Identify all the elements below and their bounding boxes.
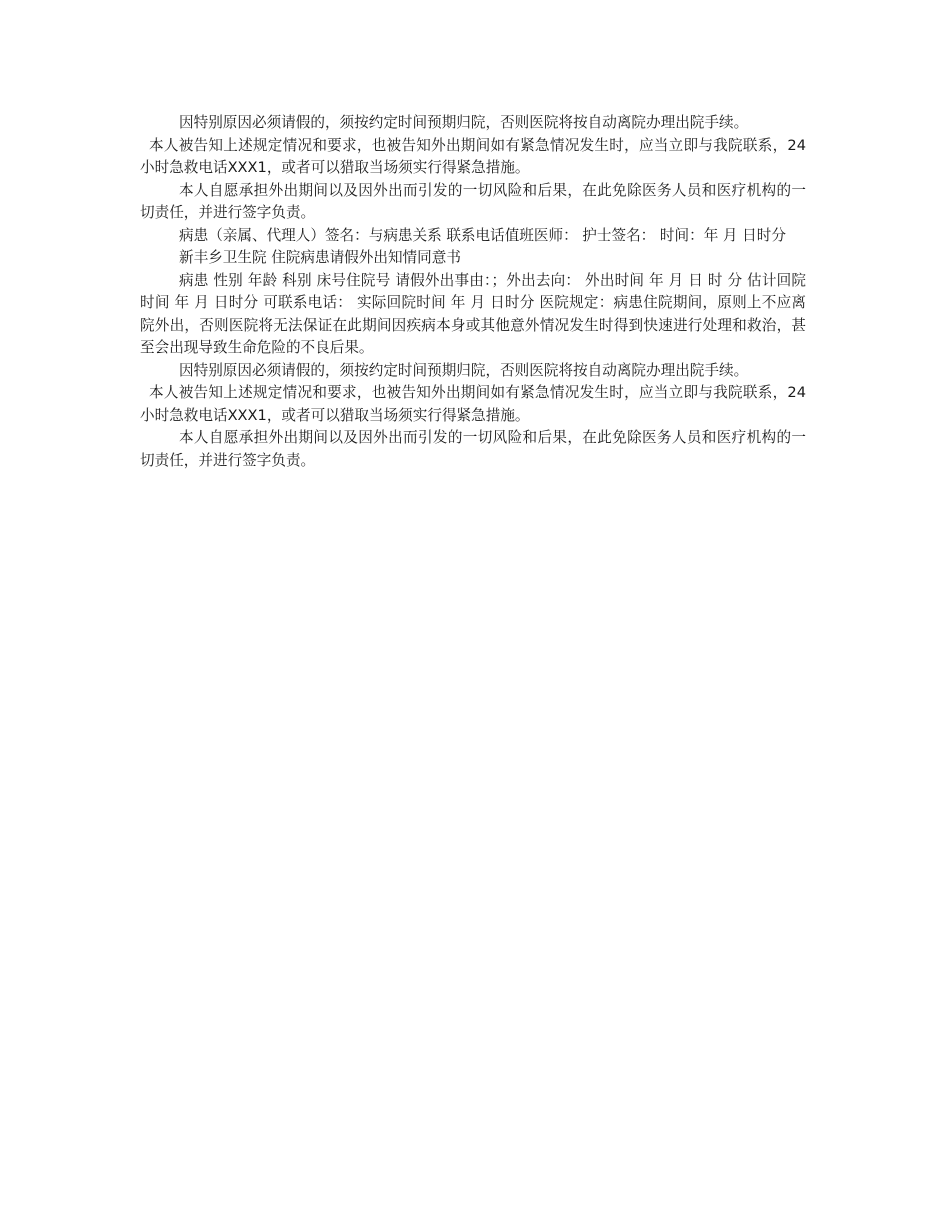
paragraph-liability-waiver-repeat: 本人自愿承担外出期间以及因外出而引发的一切风险和后果，在此免除医务人员和医疗机构的一切责任，并进行签字负责。 [140,429,806,469]
paragraph-emergency-notice: 本人被告知上述规定情况和要求，也被告知外出期间如有紧急情况发生时，应当立即与我院联系，24小时急救电话XXX1，或者可以猎取当场须实行得紧急措施。 [140,136,806,176]
paragraph-patient-details: 病患 性别 年龄 科别 床号住院号 请假外出事由：；外出去向： 外出时间 年 月 日 时 分 估计回院时间 年 月 日时分 可联系电话： 实际回院时间 年 月 日时分 医院规定：病患住院期间，原则上不应离院外出，否则医院将无法保证在此期间因疾病本身或其他意外情况发生时得到快速进行处理和救治，甚至会出现导致生命危险的不良后果。 [140,271,806,356]
document-title: 新丰乡卫生院 住院病患请假外出知情同意书 [179,249,461,266]
paragraph-signature-line: 病患（亲属、代理人）签名：与病患关系 联系电话值班医师： 护士签名： 时间：年 月 日时分 [179,226,786,244]
document-body [140,112,806,472]
paragraph-leave-rule: 因特别原因必须请假的，须按约定时间预期归院，否则医院将按自动离院办理出院手续。 [179,114,749,131]
paragraph-leave-rule-repeat: 因特别原因必须请假的，须按约定时间预期归院，否则医院将按自动离院办理出院手续。 [179,361,749,379]
paragraph-emergency-notice-repeat: 本人被告知上述规定情况和要求，也被告知外出期间如有紧急情况发生时，应当立即与我院联系，24小时急救电话XXX1，或者可以猎取当场须实行得紧急措施。 [140,384,806,424]
paragraph-liability-waiver: 本人自愿承担外出期间以及因外出而引发的一切风险和后果，在此免除医务人员和医疗机构的一切责任，并进行签字负责。 [140,181,806,221]
